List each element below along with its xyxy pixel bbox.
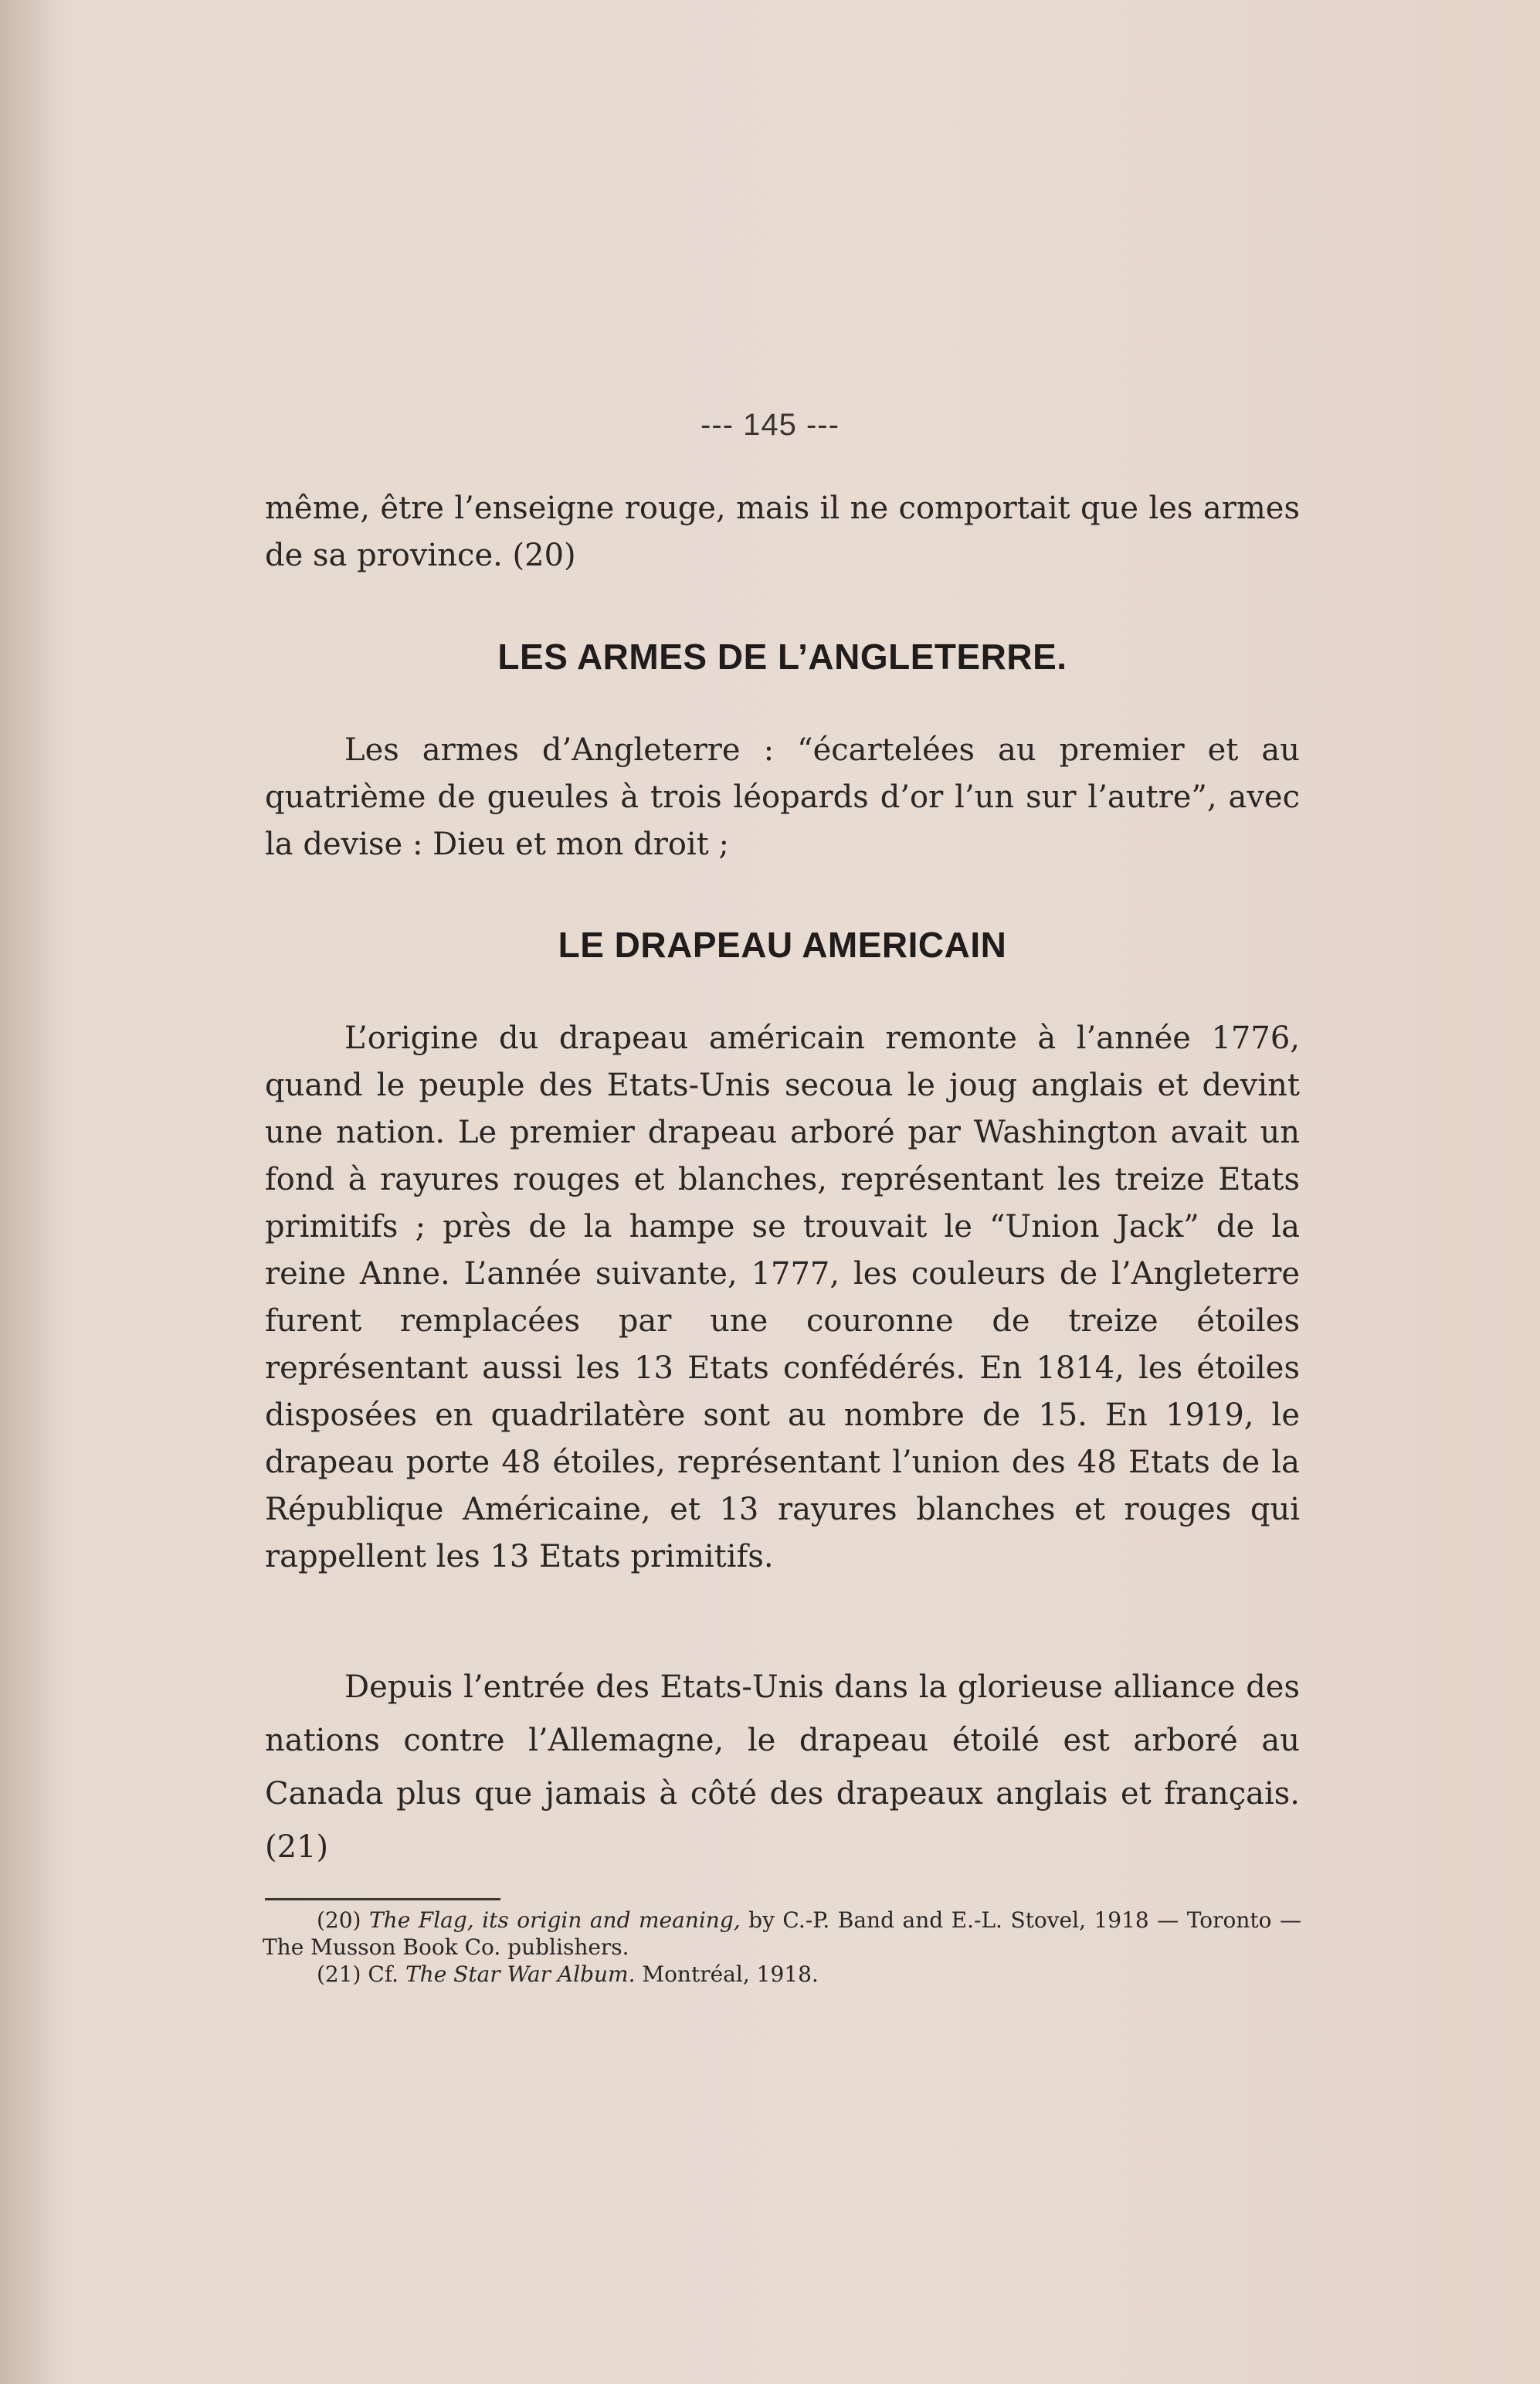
drapeau-alliance-paragraph: Depuis l’entrée des Etats-Unis dans la glorieuse alliance des nations contre l’Allemagne, le drapeau étoilé est arboré au Canada plus que jamais à côté des drapeaux anglais et français. (21): [265, 1669, 1300, 1865]
armes-paragraph-block: [265, 727, 1300, 868]
drapeau-paragraph-block: [265, 1015, 1300, 1581]
footnote-20: [263, 1907, 1301, 1961]
page-number: --- 145 ---: [700, 408, 840, 442]
footnote-21-details: Montréal, 1918.: [642, 1961, 819, 1987]
footnote-20-marker: (20): [317, 1907, 361, 1933]
section-drapeau-americain: [265, 924, 1300, 966]
section-heading-drapeau-americain: LE DRAPEAU AMERICAIN: [558, 925, 1007, 965]
intro-block: [265, 485, 1300, 579]
section-armes-angleterre: [265, 636, 1300, 678]
alliance-paragraph-block: [265, 1661, 1300, 1874]
footnote-21-title: The Star War Album.: [405, 1961, 636, 1987]
footnotes: [263, 1907, 1301, 1988]
footnote-21: [263, 1961, 1301, 1988]
drapeau-origin-paragraph: L’origine du drapeau américain remonte à l’année 1776, quand le peuple des Etats-Unis secoua le joug anglais et devint une nation. Le premier drapeau arboré par Washington avait un fond à rayures rouges et blanches, représentant les treize Etats primitifs ; près de la hampe se trouvait le “Union Jack” de la reine Anne. L’année suivante, 1777, les couleurs de l’Angleterre furent remplacées par une couronne de treize étoiles représentant aussi les 13 Etats confédérés. En 1814, les étoiles disposées en quadrilatère sont au nombre de 15. En 1919, le drapeau porte 48 étoiles, représentant l’union des 48 Etats de la République Américaine, et 13 rayures blanches et rouges qui rappellent les 13 Etats primitifs.: [265, 1021, 1300, 1574]
section-heading-armes-angleterre: LES ARMES DE L’ANGLETERRE.: [497, 637, 1067, 677]
footnote-21-prefix: Cf.: [368, 1961, 399, 1987]
footnote-20-details: by C.-P. Band and E.-L. Stovel, 1918 — Toronto — The Musson Book Co. publishers.: [263, 1907, 1301, 1960]
footnote-rule: [265, 1898, 500, 1900]
armes-angleterre-paragraph: Les armes d’Angleterre : “écartelées au premier et au quatrième de gueules à trois léopards d’or l’un sur l’autre”, avec la devise : Dieu et mon droit ;: [265, 732, 1300, 862]
intro-paragraph: même, être l’enseigne rouge, mais il ne comportait que les armes de sa province. (20): [265, 491, 1300, 573]
page-spine-shadow: [0, 0, 54, 2384]
footnote-21-marker: (21): [317, 1961, 361, 1987]
footnote-20-title: The Flag, its origin and meaning,: [368, 1907, 741, 1933]
